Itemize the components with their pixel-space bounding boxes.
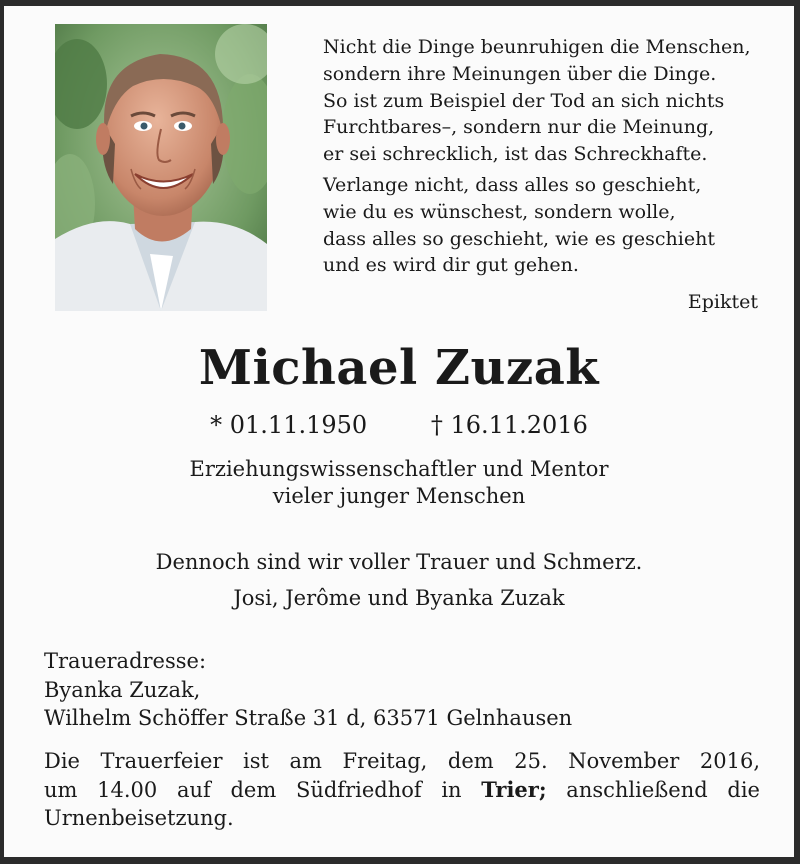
quote-line: dass alles so geschieht, wie es geschieht xyxy=(323,227,715,250)
quote-line: wie du es wünschest, sondern wolle, xyxy=(323,200,676,223)
ceremony-line-2 xyxy=(44,776,760,805)
quote-line: er sei schrecklich, ist das Schreckhafte. xyxy=(323,143,708,166)
quote-paragraph-1 xyxy=(323,34,763,168)
ceremony-line-1: Die Trauerfeier ist am Freitag, dem 25. November 2016, xyxy=(44,749,760,773)
address-street: Wilhelm Schöffer Straße 31 d, 63571 Gelnhausen xyxy=(44,706,573,730)
mourners-names: Josi, Jerôme und Byanka Zuzak xyxy=(233,586,565,610)
quote-line: und es wird dir gut gehen. xyxy=(323,254,579,277)
life-dates xyxy=(4,411,794,439)
portrait-photo xyxy=(55,24,267,311)
birth-date: * 01.11.1950 xyxy=(210,411,368,439)
death-date: † 16.11.2016 xyxy=(430,411,588,439)
ceremony-info xyxy=(44,747,760,833)
quote-line: Nicht die Dinge beunruhigen die Menschen, xyxy=(323,36,751,58)
ceremony-line-2-pre: um 14.00 auf dem Südfriedhof in xyxy=(44,777,482,802)
portrait-illustration xyxy=(55,24,267,311)
quote-paragraph-2 xyxy=(323,172,763,279)
ceremony-line-3: Urnenbeisetzung. xyxy=(44,806,234,830)
deceased-name: Michael Zuzak xyxy=(198,340,600,396)
ceremony-line-2-post: anschließend die xyxy=(546,777,760,802)
address-label: Traueradresse: xyxy=(44,649,207,673)
mourning-address xyxy=(44,647,572,733)
role-line-2: vieler junger Menschen xyxy=(272,484,526,508)
quote-line: Verlange nicht, dass alles so geschieht, xyxy=(323,173,702,196)
ceremony-place: Trier; xyxy=(481,776,547,802)
obituary-card xyxy=(4,6,794,857)
mourning-block xyxy=(4,544,794,616)
role-line-1: Erziehungswissenschaftler und Mentor xyxy=(189,457,609,481)
quote-author: Epiktet xyxy=(687,291,758,313)
quote-line: Furchtbares–, sondern nur die Meinung, xyxy=(323,116,715,139)
quote-line: So ist zum Beispiel der Tod an sich nichts xyxy=(323,89,725,112)
quote-block xyxy=(323,34,763,283)
mourning-statement: Dennoch sind wir voller Trauer und Schmerz. xyxy=(155,550,643,574)
address-name: Byanka Zuzak, xyxy=(44,677,201,702)
deceased-role xyxy=(4,456,794,510)
quote-line: sondern ihre Meinungen über die Dinge. xyxy=(323,62,717,85)
